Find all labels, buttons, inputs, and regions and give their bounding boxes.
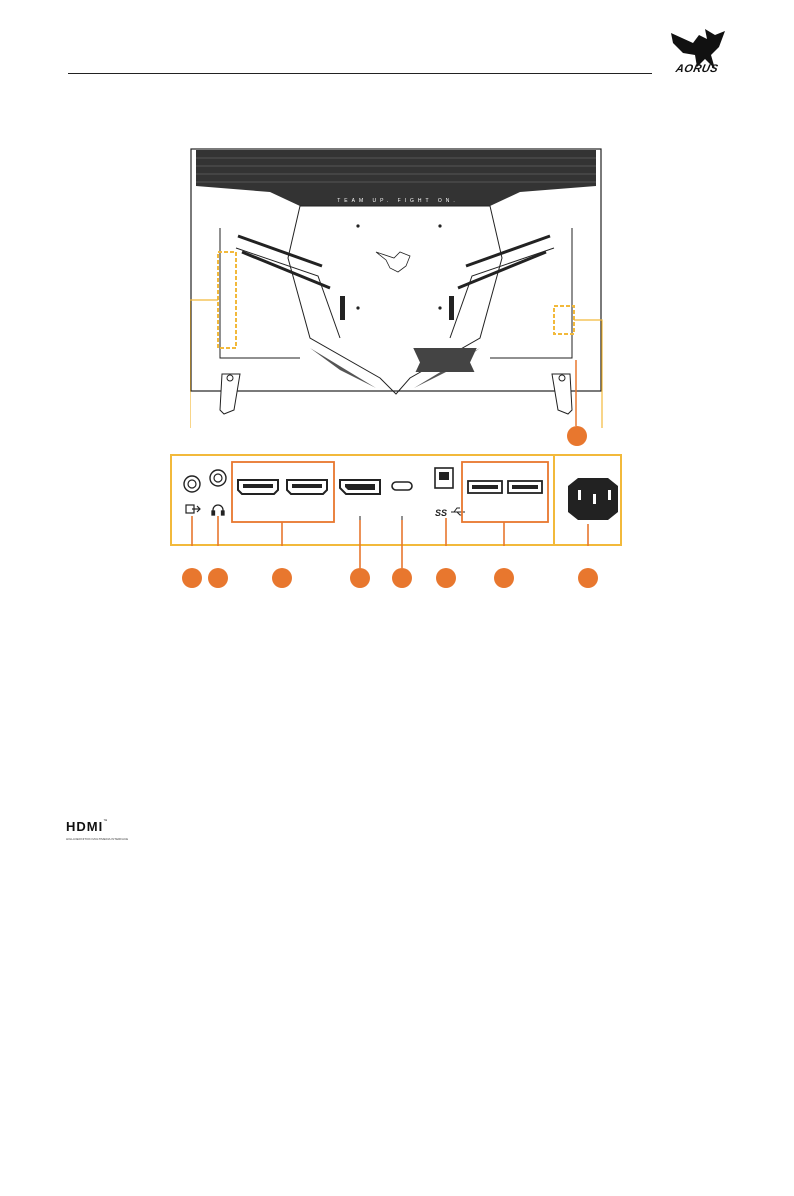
usb-c-port xyxy=(392,482,412,490)
hdmi-port-1 xyxy=(238,480,278,494)
ac-power-inlet xyxy=(568,478,618,520)
callout-power-marker xyxy=(567,426,587,446)
callout-hdmi xyxy=(272,568,292,588)
usb-superspeed-label: SS xyxy=(435,508,448,518)
header-rule xyxy=(68,73,652,74)
usb-b-upstream-port xyxy=(435,468,453,488)
callout-usb-b xyxy=(436,568,456,588)
callout-headphone xyxy=(208,568,228,588)
callout-leaders xyxy=(350,520,410,570)
brand-wordmark: AORUS xyxy=(674,63,720,75)
hdmi-trademark: ™ xyxy=(103,818,108,823)
monitor-rear-illustration xyxy=(190,148,604,428)
callout-ac-power xyxy=(578,568,598,588)
hdmi-port-2 xyxy=(287,480,327,494)
usb-a-port-1 xyxy=(468,481,502,493)
usb-a-port-2 xyxy=(508,481,542,493)
displayport-port xyxy=(340,480,380,494)
hdmi-logo-text: HDMI xyxy=(66,819,104,834)
callout-line-out xyxy=(182,568,202,588)
callout-displayport xyxy=(350,568,370,588)
callout-usb-a xyxy=(494,568,514,588)
hdmi-tagline: HIGH-DEFINITION MULTIMEDIA INTERFACE xyxy=(66,837,129,841)
monitor-rear-text: TEAM UP. FIGHT ON. xyxy=(337,198,459,204)
callout-usb-c xyxy=(392,568,412,588)
hdmi-logo xyxy=(66,818,128,841)
